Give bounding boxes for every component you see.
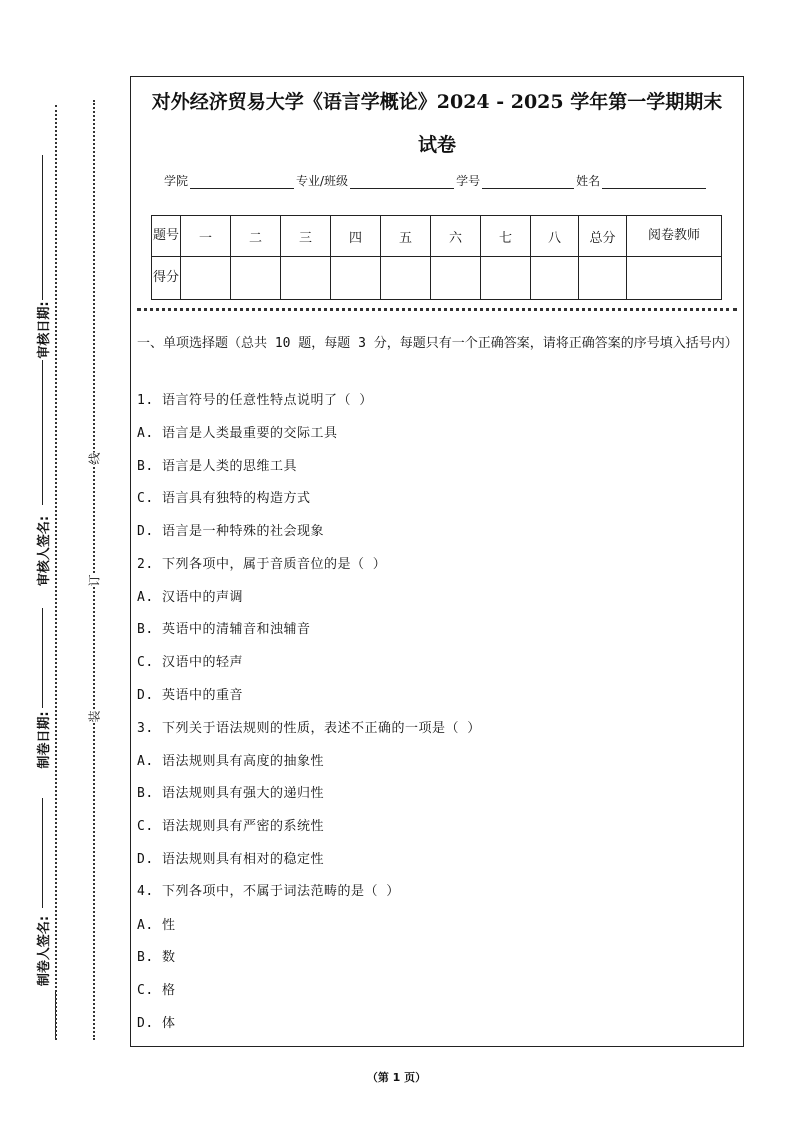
review-date-label: 审核日期: bbox=[37, 301, 52, 359]
score-cell[interactable] bbox=[481, 257, 531, 300]
list-item: D. 语法规则具有相对的稳定性 bbox=[137, 852, 324, 867]
row-label-question: 题号 bbox=[152, 216, 181, 257]
list-item: D. 英语中的重音 bbox=[137, 688, 243, 703]
section-heading: 一、单项选择题（总共 10 题，每题 3 分，每题只有一个正确答案，请将正确答案的序号填入括号内） bbox=[137, 336, 738, 351]
binding-dotted-line bbox=[55, 105, 57, 1040]
college-field[interactable] bbox=[190, 174, 294, 189]
list-item: B. 数 bbox=[137, 950, 176, 965]
score-cell[interactable] bbox=[627, 257, 722, 300]
student-id-label: 学号 bbox=[456, 174, 481, 188]
score-cell[interactable] bbox=[231, 257, 281, 300]
list-item: D. 语言是一种特殊的社会现象 bbox=[137, 524, 324, 539]
review-date-line bbox=[42, 155, 43, 300]
dotted-divider bbox=[137, 308, 737, 311]
maker-sign-line bbox=[42, 798, 43, 908]
col-total: 总分 bbox=[579, 216, 627, 257]
bind-order-char: 订 bbox=[87, 574, 102, 587]
col-grader: 阅卷教师 bbox=[627, 216, 722, 257]
bind-line-char: 线 bbox=[87, 452, 102, 465]
list-item: 4. 下列各项中，不属于词法范畴的是（ ） bbox=[137, 884, 400, 899]
col-6: 六 bbox=[431, 216, 481, 257]
col-8: 八 bbox=[531, 216, 579, 257]
score-cell[interactable] bbox=[331, 257, 381, 300]
page-number: （第 1 页） bbox=[366, 1071, 427, 1084]
list-item: 2. 下列各项中，属于音质音位的是（ ） bbox=[137, 557, 387, 572]
score-cell[interactable] bbox=[281, 257, 331, 300]
student-info-line bbox=[164, 172, 708, 189]
reviewer-sign-label: 审核人签名: bbox=[37, 515, 52, 587]
row-label-score: 得分 bbox=[152, 257, 181, 300]
col-7: 七 bbox=[481, 216, 531, 257]
list-item: 3. 下列关于语法规则的性质，表述不正确的一项是（ ） bbox=[137, 721, 481, 736]
binding-dotted-line-inner bbox=[93, 100, 95, 1040]
maker-sign-label: 制卷人签名: bbox=[37, 915, 52, 987]
reviewer-sign-line bbox=[42, 360, 43, 505]
college-label: 学院 bbox=[164, 174, 189, 188]
name-label: 姓名 bbox=[576, 174, 601, 188]
student-id-field[interactable] bbox=[482, 174, 574, 189]
list-item: B. 语法规则具有强大的递归性 bbox=[137, 786, 324, 801]
exam-title: 对外经济贸易大学《语言学概论》2024 - 2025 学年第一学期期末 bbox=[151, 91, 723, 113]
exam-title-line2: 试卷 bbox=[417, 134, 456, 156]
list-item: A. 语言是人类最重要的交际工具 bbox=[137, 426, 338, 441]
list-item: A. 汉语中的声调 bbox=[137, 590, 243, 605]
score-cell[interactable] bbox=[381, 257, 431, 300]
score-table bbox=[151, 215, 722, 300]
list-item: C. 语言具有独特的构造方式 bbox=[137, 491, 311, 506]
major-label: 专业/班级 bbox=[296, 174, 349, 188]
col-3: 三 bbox=[281, 216, 331, 257]
name-field[interactable] bbox=[602, 174, 706, 189]
list-item: A. 语法规则具有高度的抽象性 bbox=[137, 754, 324, 769]
list-item: 1. 语言符号的任意性特点说明了（ ） bbox=[137, 393, 373, 408]
list-item: C. 语法规则具有严密的系统性 bbox=[137, 819, 324, 834]
col-1: 一 bbox=[181, 216, 231, 257]
major-field[interactable] bbox=[350, 174, 454, 189]
list-item: C. 格 bbox=[137, 983, 176, 998]
score-cell[interactable] bbox=[531, 257, 579, 300]
make-date-label: 制卷日期: bbox=[37, 711, 52, 769]
score-cell[interactable] bbox=[181, 257, 231, 300]
score-cell[interactable] bbox=[431, 257, 481, 300]
list-item: D. 体 bbox=[137, 1016, 176, 1031]
list-item: A. 性 bbox=[137, 918, 176, 933]
binding-margin bbox=[0, 0, 128, 1122]
col-4: 四 bbox=[331, 216, 381, 257]
score-cell[interactable] bbox=[579, 257, 627, 300]
make-date-line bbox=[42, 608, 43, 708]
col-5: 五 bbox=[381, 216, 431, 257]
col-2: 二 bbox=[231, 216, 281, 257]
list-item: B. 英语中的清辅音和浊辅音 bbox=[137, 622, 311, 637]
bind-install-char: 装 bbox=[87, 710, 102, 723]
list-item: C. 汉语中的轻声 bbox=[137, 655, 243, 670]
list-item: B. 语言是人类的思维工具 bbox=[137, 459, 297, 474]
